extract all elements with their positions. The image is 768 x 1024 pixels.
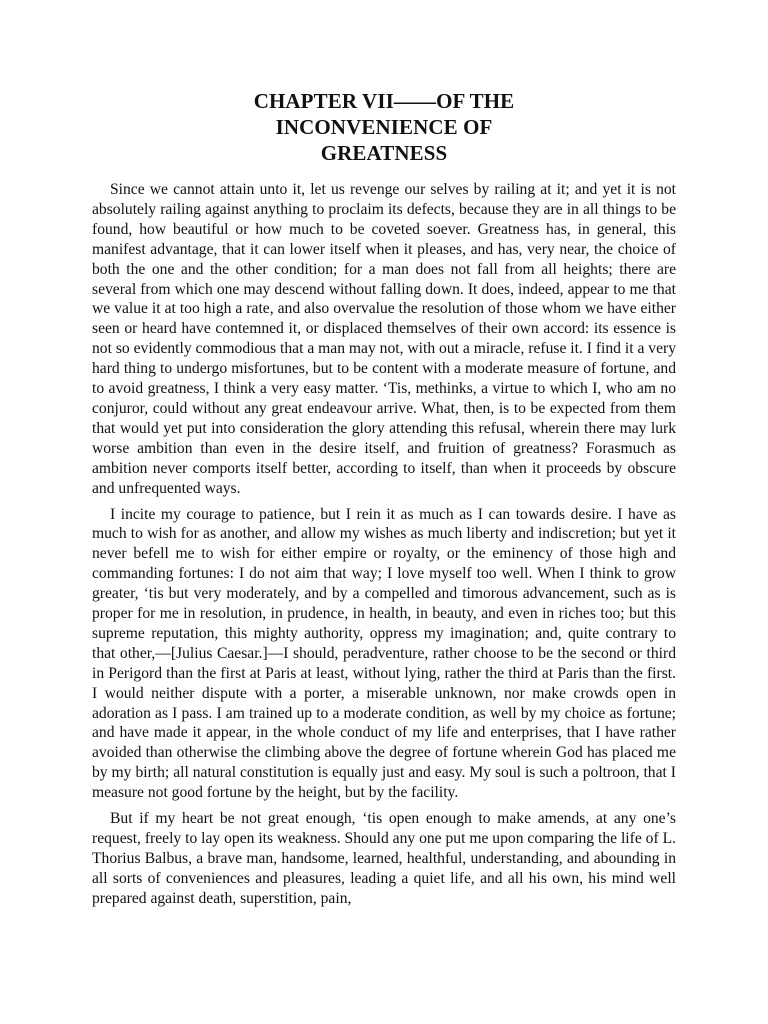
document-page <box>92 88 676 915</box>
body-paragraph-3: But if my heart be not great enough, ‘tis open enough to make amends, at any one’s request, freely to lay open its weakness. Should any one put me upon comparing the life of L. Thorius Balbus, a brave man, handsome, learned, healthful, understanding, and abounding in all sorts of conveniences and pleasures, leading a quiet life, and all his own, his mind well prepared against death, superstition, pain, <box>92 810 676 907</box>
chapter-title-line-1: CHAPTER VII——OF THE <box>253 89 515 113</box>
chapter-title <box>92 88 676 166</box>
body-paragraph-2: I incite my courage to patience, but I rein it as much as I can towards desire. I have as much to wish for as another, and allow my wishes as much liberty and indiscretion; but yet it never befell me to wish for either empire or royalty, or the eminency of those high and commanding fortunes: I do not aim that way; I love myself too well. When I think to grow greater, ‘tis but very moderately, and by a compelled and timorous advancement, such as is proper for me in resolution, in prudence, in health, in beauty, and even in riches too; but this supreme reputation, this mighty authority, oppress my imagination; and, quite contrary to that other,—[Julius Caesar.]—I should, peradventure, rather choose to be the second or third in Perigord than the first at Paris at least, without lying, rather the third at Paris than the first. I would neither dispute with a porter, a miserable unknown, nor make crowds open in adoration as I pass. I am trained up to a moderate condition, as well by my choice as fortune; and have made it appear, in the whole conduct of my life and enterprises, that I have rather avoided than otherwise the climbing above the degree of fortune wherein God has placed me by my birth; all natural constitution is equally just and easy. My soul is such a poltroon, that I measure not good fortune by the height, but by the facility. <box>92 505 676 802</box>
body-paragraph-1: Since we cannot attain unto it, let us revenge our selves by railing at it; and yet it is not absolutely railing against anything to proclaim its defects, because they are in all things to be found, how beautiful or how much to be coveted soever. Greatness has, in general, this manifest advantage, that it can lower itself when it pleases, and has, very near, the choice of both the one and the other condition; for a man does not fall from all heights; there are several from which one may descend without falling down. It does, indeed, appear to me that we value it at too high a rate, and also overvalue the resolution of those whom we have either seen or heard have contemned it, or displaced themselves of their own accord: its essence is not so evidently commodious that a man may not, with out a miracle, refuse it. I find it a very hard thing to undergo misfortunes, but to be content with a moderate measure of fortune, and to avoid greatness, I think a very easy matter. ‘Tis, methinks, a virtue to which I, who am no conjuror, could without any great endeavour arrive. What, then, is to be expected from them that would yet put into consideration the glory attending this refusal, wherein there may lurk worse ambition than even in the desire itself, and fruition of greatness? Forasmuch as ambition never comports itself better, according to itself, than when it proceeds by obscure and unfrequented ways. <box>92 181 676 497</box>
chapter-title-line-3: GREATNESS <box>320 141 448 165</box>
chapter-title-line-2: INCONVENIENCE OF <box>275 115 493 139</box>
